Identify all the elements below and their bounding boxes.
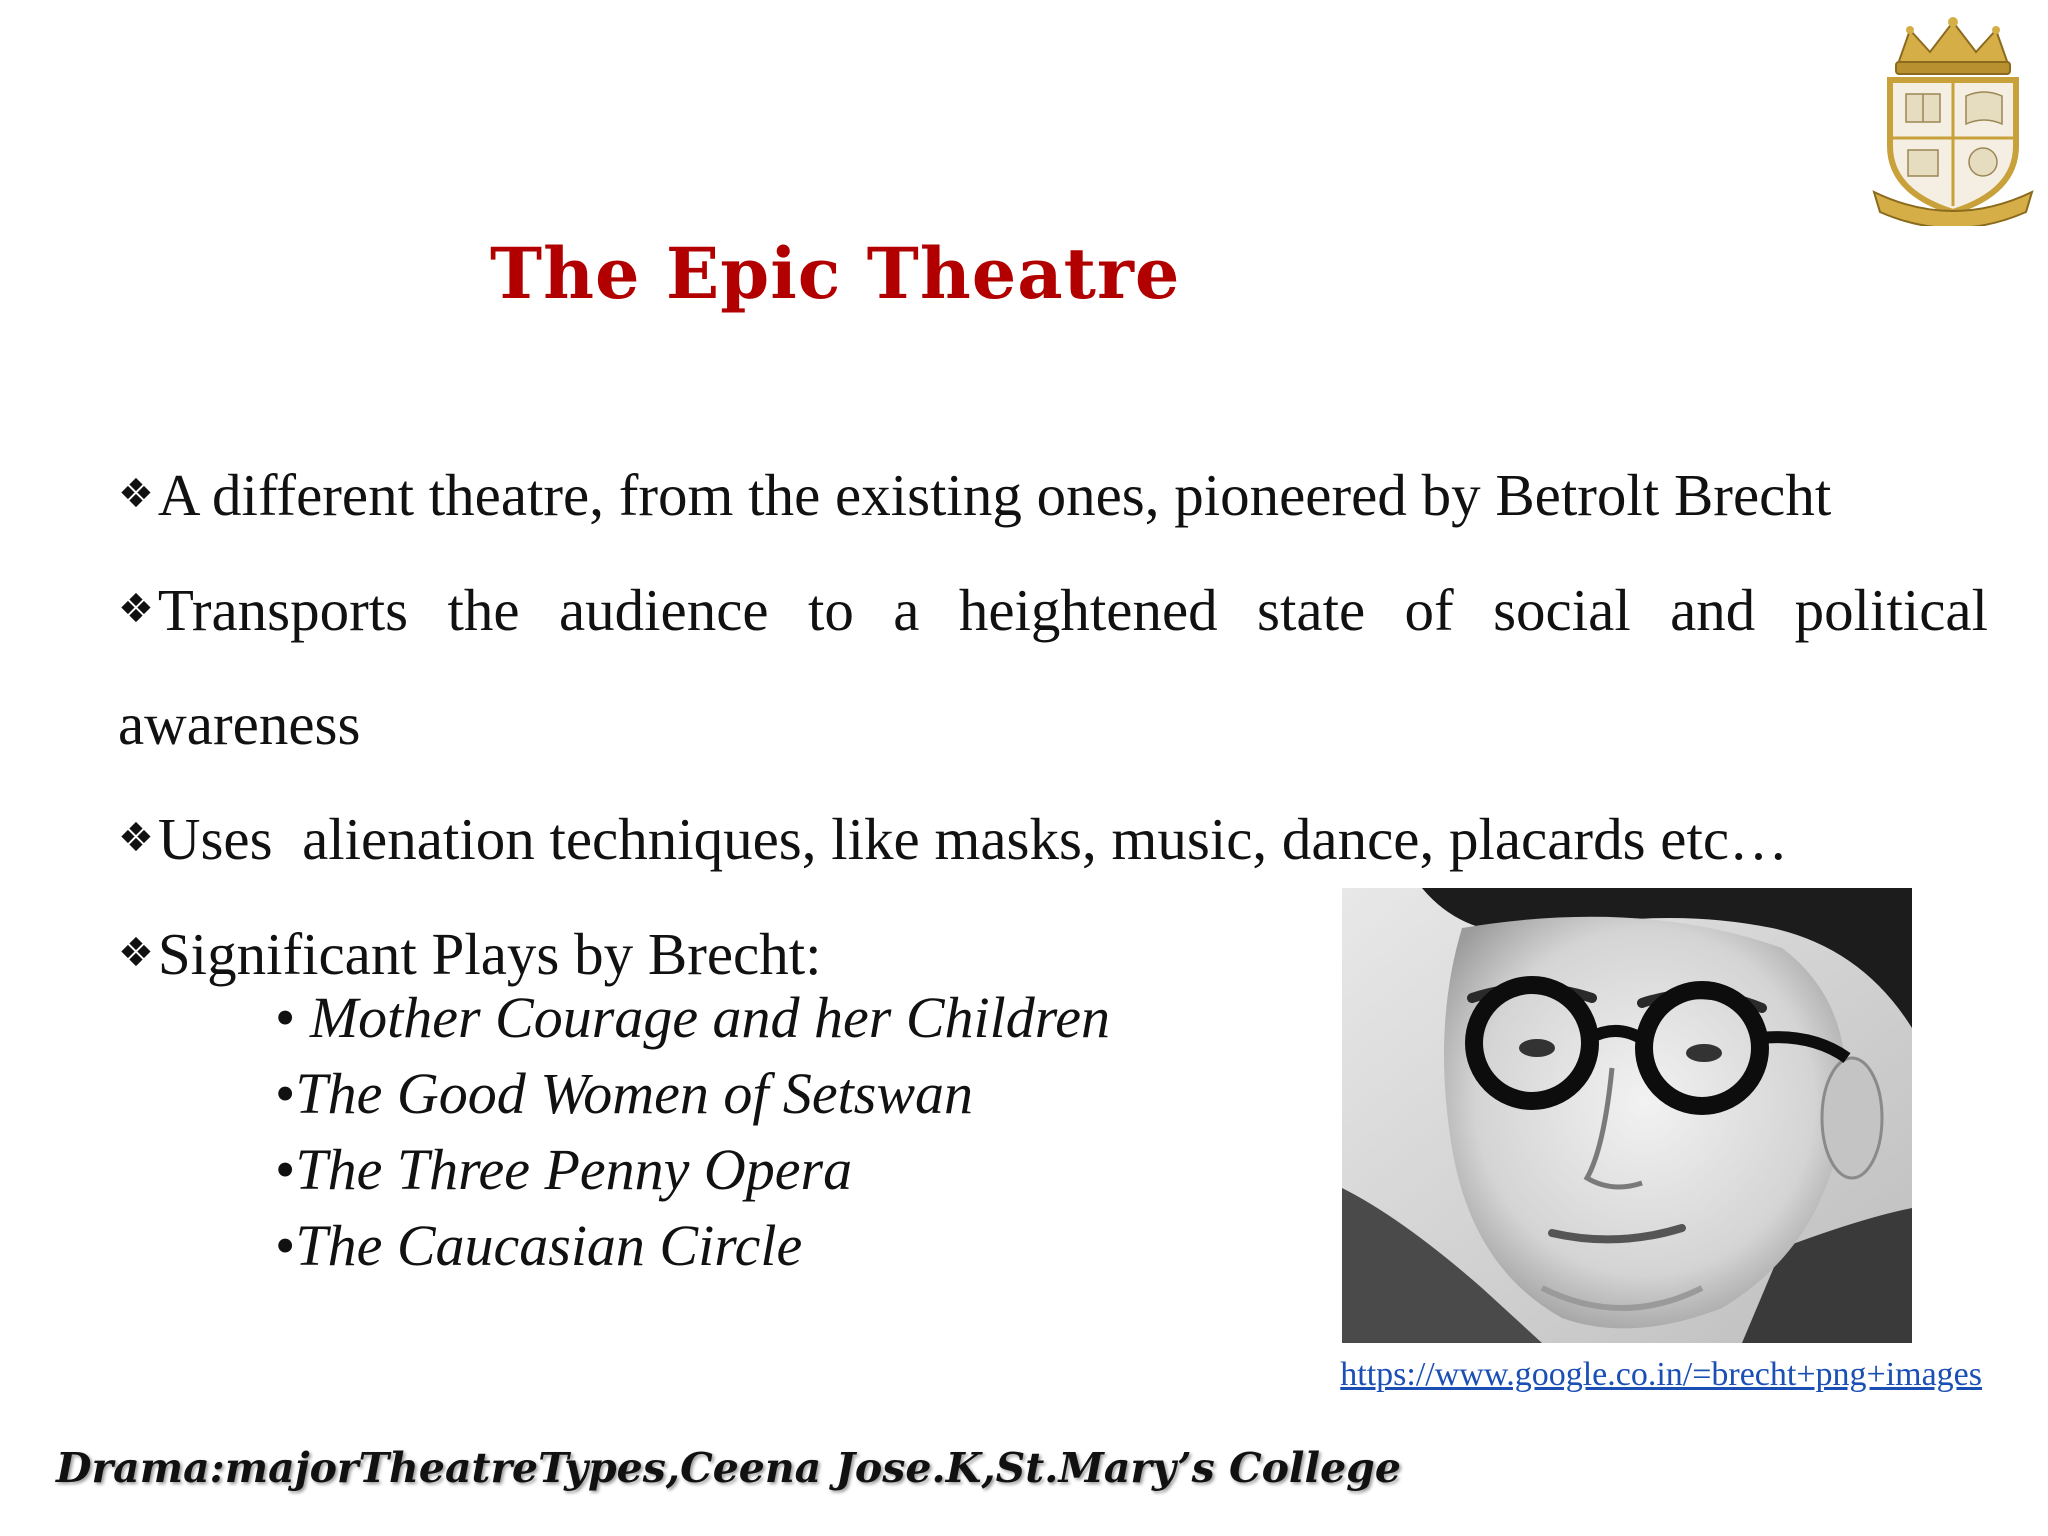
bullet-text: Transports the audience to a heightened state of social and political awareness [118, 577, 1988, 757]
play-item [275, 980, 1110, 1056]
play-item [275, 1208, 1110, 1284]
play-item [275, 1056, 1110, 1132]
bullet-item [118, 552, 1988, 781]
play-item [275, 1132, 1110, 1208]
play-bullet: • [275, 1213, 296, 1278]
footer-credit: Drama:majorTheatreTypes,Ceena Jose.K,St.Mary’s College [56, 1444, 1401, 1492]
image-source-link[interactable]: https://www.google.co.in/=brecht+png+images [1340, 1356, 1982, 1393]
play-title: Mother Courage and her Children [309, 985, 1110, 1050]
diamond-bullet-icon: ❖ [118, 586, 154, 632]
play-bullet: • [275, 1061, 296, 1126]
play-title: The Three Penny Opera [295, 1137, 853, 1202]
diamond-bullet-icon: ❖ [118, 815, 154, 861]
play-title: The Caucasian Circle [295, 1213, 803, 1278]
play-title: The Good Women of Setswan [295, 1061, 974, 1126]
bullet-item [118, 781, 1988, 896]
bullet-text: A different theatre, from the existing ones, pioneered by Betrolt Brecht [157, 462, 1832, 528]
bullet-item [118, 437, 1988, 552]
college-crest-icon [1868, 16, 2038, 226]
diamond-bullet-icon: ❖ [118, 930, 154, 976]
brecht-portrait-photo [1342, 888, 1912, 1343]
play-bullet: • [275, 1137, 296, 1202]
bullet-text: Uses alienation techniques, like masks, music, dance, placards etc… [157, 806, 1789, 872]
diamond-bullet-icon: ❖ [118, 471, 154, 517]
slide-title: The Epic Theatre [490, 232, 1181, 315]
plays-list [275, 980, 1110, 1284]
play-bullet: • [275, 985, 310, 1050]
bullet-text: Significant Plays by Brecht: [157, 921, 822, 987]
